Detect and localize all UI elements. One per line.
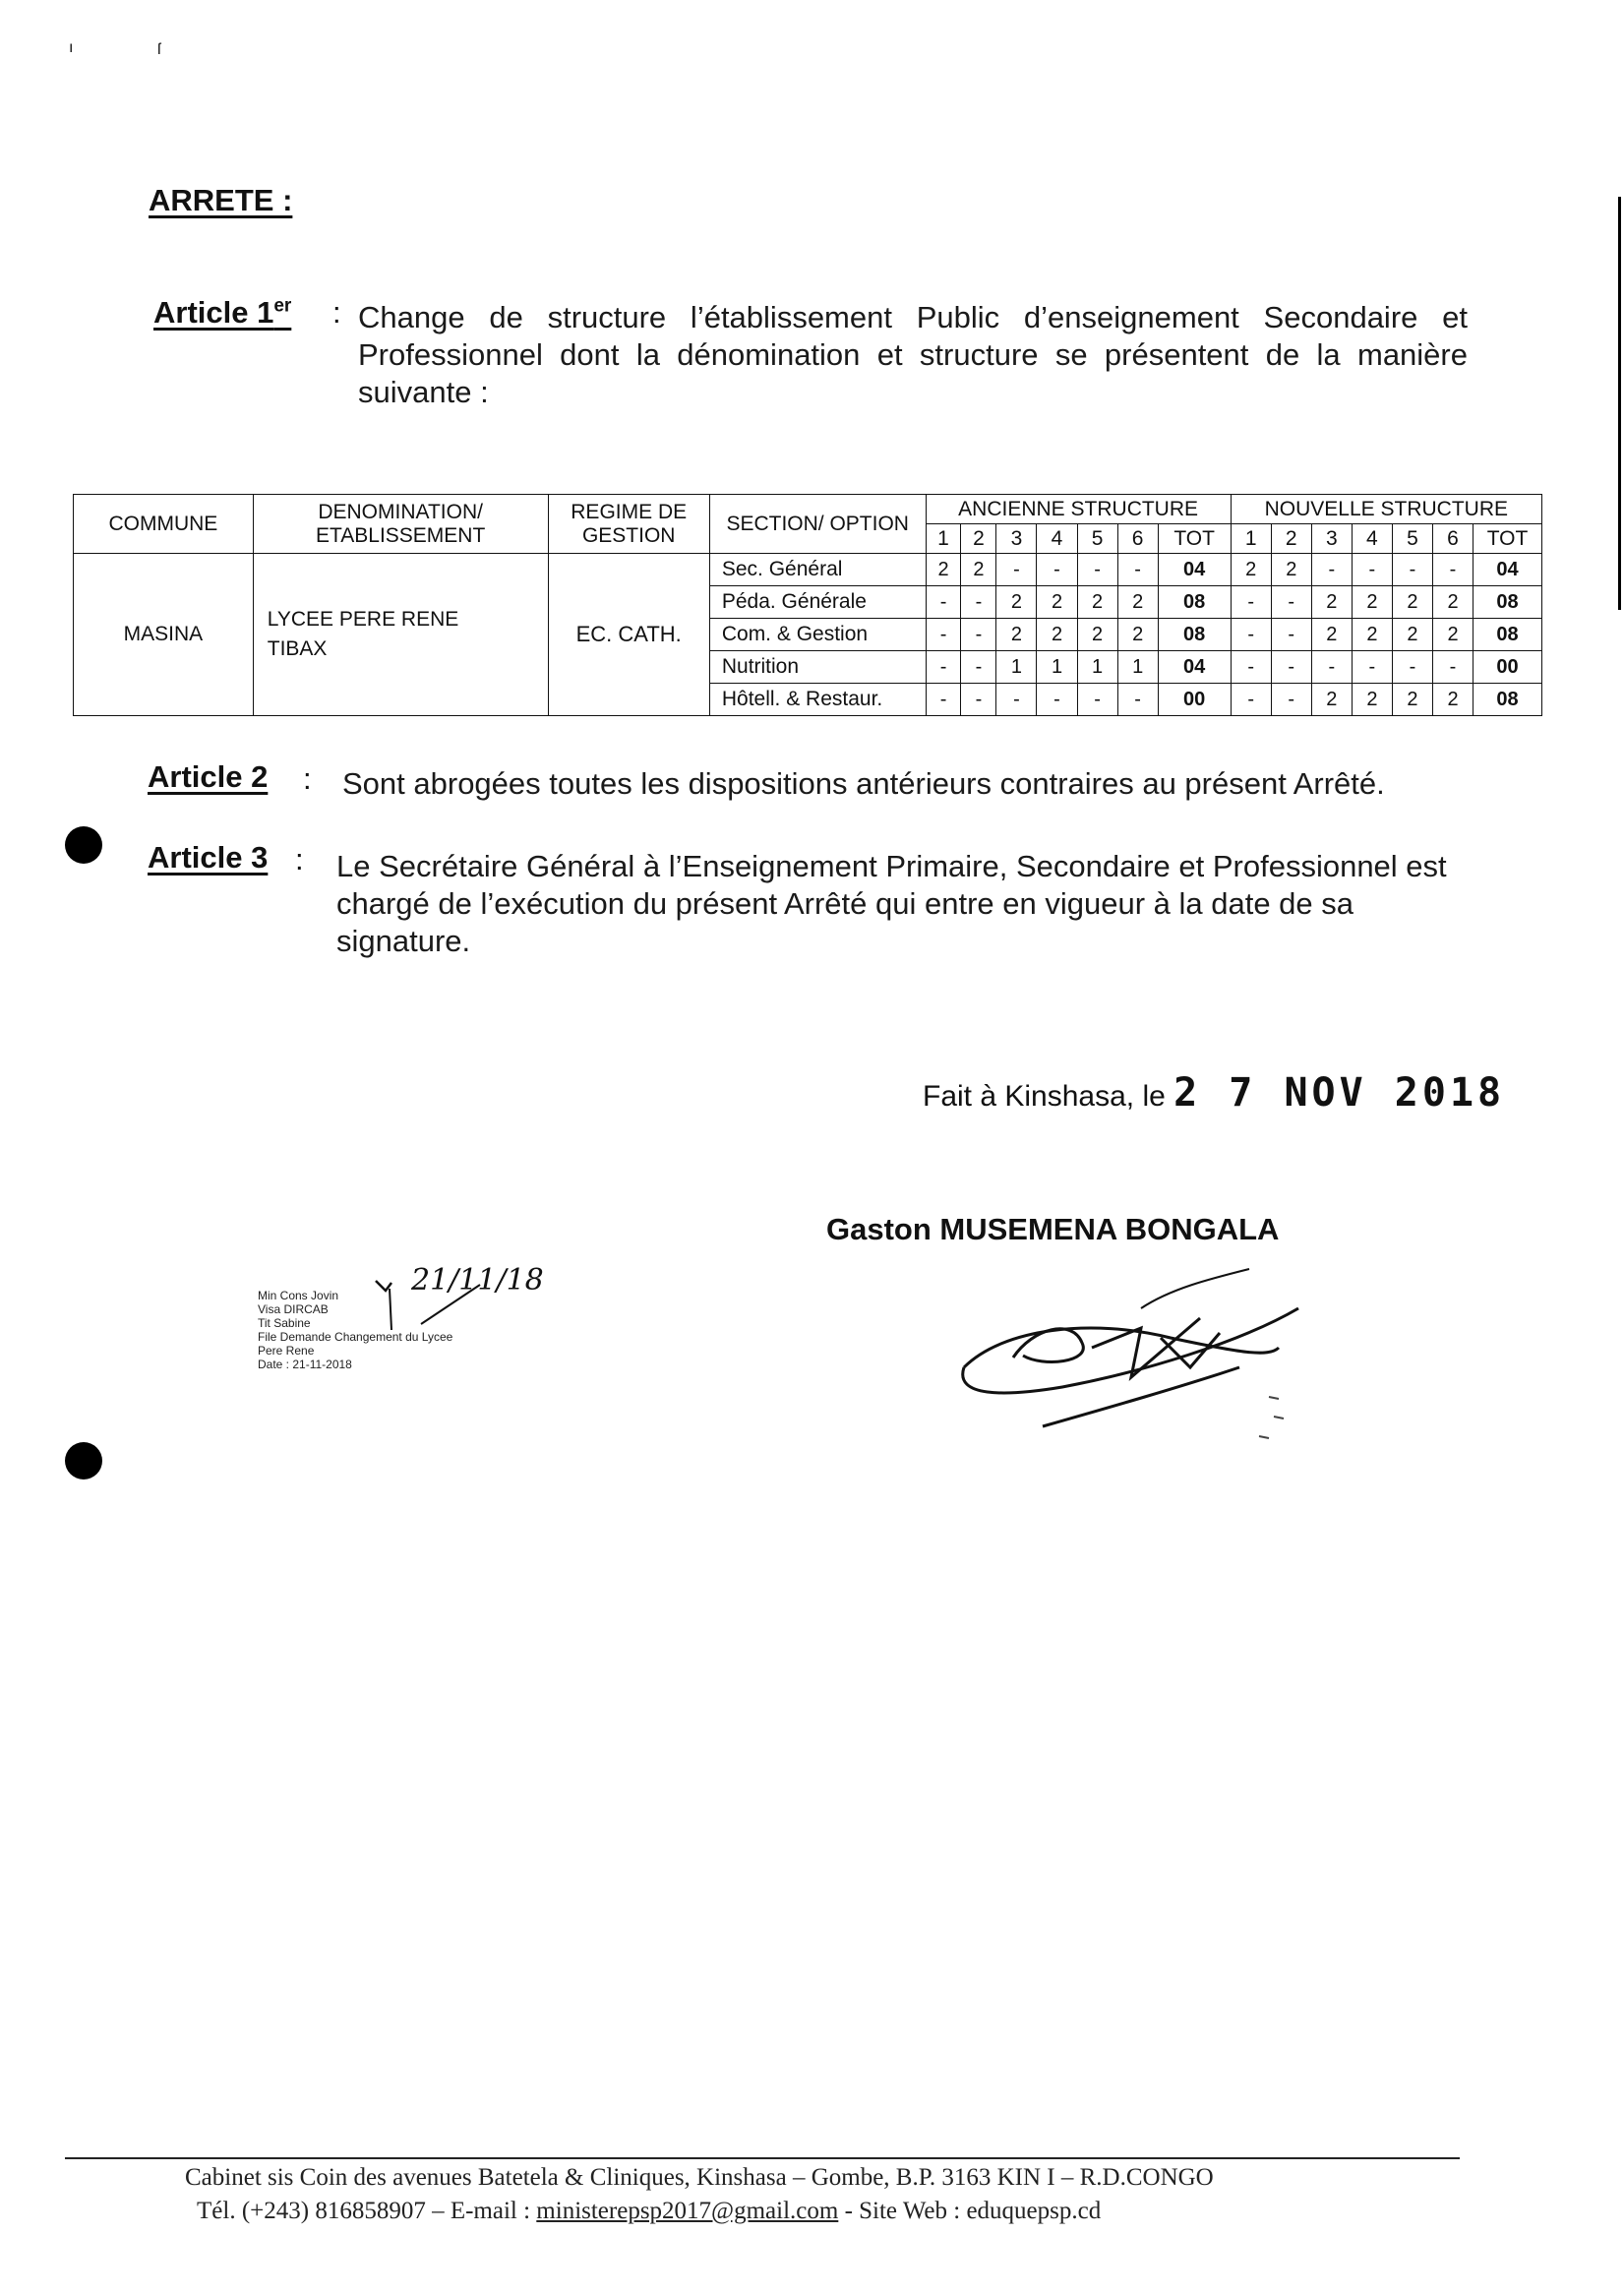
nouvelle-year-cell: - <box>1392 651 1432 684</box>
article-1-label-text: Article 1 <box>153 295 274 330</box>
note-line: Visa DIRCAB <box>258 1302 329 1316</box>
ancienne-year-cell: 2 <box>1077 586 1117 619</box>
ancienne-year-cell: - <box>926 684 961 716</box>
nouvelle-year-cell: 2 <box>1311 586 1352 619</box>
nouvelle-total-cell: 08 <box>1474 619 1542 651</box>
article-2-text: Sont abrogées toutes les dispositions antérieurs contraires au présent Arrêté. <box>342 766 1385 801</box>
signature-drawing <box>944 1249 1318 1466</box>
nouvelle-year-cell: - <box>1271 619 1311 651</box>
denomination-line: TIBAX <box>267 637 328 660</box>
signatory-name: Gaston MUSEMENA BONGALA <box>826 1212 1280 1246</box>
punch-hole <box>65 826 102 864</box>
structure-table <box>73 494 1542 716</box>
article-1-label <box>153 295 291 331</box>
article-2-colon: : <box>303 761 312 796</box>
ancienne-col-header: 2 <box>961 524 996 554</box>
note-line: Date : 21-11-2018 <box>258 1358 352 1371</box>
cell-option: Com. & Gestion <box>709 619 926 651</box>
article-1-superscript: er <box>273 295 292 317</box>
article-3-label: Article 3 <box>148 840 269 875</box>
ancienne-year-cell: 2 <box>1037 586 1077 619</box>
ancienne-year-cell: 2 <box>961 554 996 586</box>
ancienne-year-cell: - <box>926 651 961 684</box>
nouvelle-col-header: 6 <box>1432 524 1473 554</box>
ancienne-col-header: 4 <box>1037 524 1077 554</box>
article-2-label: Article 2 <box>148 759 269 794</box>
ancienne-year-cell: 1 <box>1117 651 1158 684</box>
cell-option: Hôtell. & Restaur. <box>709 684 926 716</box>
header-ancienne-structure: ANCIENNE STRUCTURE <box>926 495 1231 524</box>
ancienne-col-header: 5 <box>1077 524 1117 554</box>
nouvelle-year-cell: 2 <box>1392 586 1432 619</box>
nouvelle-year-cell: - <box>1311 554 1352 586</box>
ancienne-year-cell: 2 <box>996 586 1037 619</box>
handwritten-date: 21/11/18 <box>411 1263 544 1298</box>
cell-denomination <box>253 554 548 716</box>
ancienne-year-cell: - <box>926 619 961 651</box>
nouvelle-year-cell: - <box>1352 651 1392 684</box>
nouvelle-year-cell: 2 <box>1432 619 1473 651</box>
ancienne-total-cell: 04 <box>1158 554 1231 586</box>
heading-arrete: ARRETE : <box>149 183 293 217</box>
nouvelle-total-cell: 04 <box>1474 554 1542 586</box>
footer-rule <box>65 2157 1460 2159</box>
nouvelle-total-cell: 00 <box>1474 651 1542 684</box>
ancienne-col-header: 6 <box>1117 524 1158 554</box>
nouvelle-year-cell: 2 <box>1271 554 1311 586</box>
nouvelle-year-cell: 2 <box>1432 684 1473 716</box>
denomination-line: LYCEE PERE RENE <box>267 608 459 631</box>
ancienne-col-header: 1 <box>926 524 961 554</box>
ancienne-year-cell: - <box>1077 684 1117 716</box>
nouvelle-col-header: 5 <box>1392 524 1432 554</box>
date-stamp: 2 7 NOV 2018 <box>1173 1070 1506 1116</box>
header-commune: COMMUNE <box>74 495 254 554</box>
header-section: SECTION/ OPTION <box>709 495 926 554</box>
nouvelle-year-cell: 2 <box>1311 684 1352 716</box>
article-1-text: Change de structure l’établissement Public d’enseignement Secondaire et Professionnel dont la dénomination et structure se présentent de la manière suivante : <box>358 300 1468 409</box>
nouvelle-col-header: 4 <box>1352 524 1392 554</box>
footer-phone: Tél. (+243) 816858907 – E-mail : <box>197 2198 537 2224</box>
note-line: Pere Rene <box>258 1344 315 1358</box>
footer-email-link[interactable]: ministerepsp2017@gmail.com <box>536 2198 839 2224</box>
ancienne-total-cell: 04 <box>1158 651 1231 684</box>
cell-commune: MASINA <box>74 554 254 716</box>
ancienne-year-cell: - <box>961 619 996 651</box>
ancienne-year-cell: - <box>1037 684 1077 716</box>
nouvelle-year-cell: - <box>1231 651 1271 684</box>
nouvelle-year-cell: - <box>1432 651 1473 684</box>
ancienne-year-cell: - <box>926 586 961 619</box>
note-line: Min Cons Jovin <box>258 1289 339 1302</box>
nouvelle-year-cell: - <box>1231 684 1271 716</box>
nouvelle-col-header: 3 <box>1311 524 1352 554</box>
nouvelle-year-cell: - <box>1271 586 1311 619</box>
punch-hole <box>65 1442 102 1480</box>
ancienne-year-cell: - <box>961 684 996 716</box>
ancienne-year-cell: 1 <box>1077 651 1117 684</box>
nouvelle-year-cell: 2 <box>1311 619 1352 651</box>
nouvelle-year-cell: - <box>1231 619 1271 651</box>
header-denomination: DENOMINATION/ ETABLISSEMENT <box>253 495 548 554</box>
cell-option: Péda. Générale <box>709 586 926 619</box>
nouvelle-total-cell: 08 <box>1474 684 1542 716</box>
nouvelle-year-cell: 2 <box>1352 619 1392 651</box>
nouvelle-year-cell: - <box>1352 554 1392 586</box>
nouvelle-year-cell: 2 <box>1432 586 1473 619</box>
ancienne-year-cell: - <box>961 651 996 684</box>
ancienne-year-cell: - <box>996 554 1037 586</box>
ancienne-year-cell: 2 <box>996 619 1037 651</box>
header-regime: REGIME DE GESTION <box>548 495 709 554</box>
scan-mark: ſ <box>157 41 161 58</box>
ancienne-year-cell: 2 <box>1117 586 1158 619</box>
ancienne-year-cell: - <box>1077 554 1117 586</box>
nouvelle-year-cell: - <box>1271 684 1311 716</box>
article-3-colon: : <box>295 842 304 876</box>
nouvelle-year-cell: - <box>1231 586 1271 619</box>
article-1-colon: : <box>332 295 341 330</box>
nouvelle-year-cell: - <box>1392 554 1432 586</box>
ancienne-col-header: TOT <box>1158 524 1231 554</box>
nouvelle-year-cell: - <box>1271 651 1311 684</box>
ancienne-total-cell: 00 <box>1158 684 1231 716</box>
date-prefix: Fait à Kinshasa, le <box>923 1080 1166 1113</box>
ancienne-year-cell: - <box>1117 554 1158 586</box>
nouvelle-year-cell: 2 <box>1392 619 1432 651</box>
scan-mark: ı <box>69 39 74 56</box>
nouvelle-col-header: 2 <box>1271 524 1311 554</box>
nouvelle-year-cell: 2 <box>1392 684 1432 716</box>
ancienne-year-cell: 2 <box>1077 619 1117 651</box>
ancienne-year-cell: - <box>1117 684 1158 716</box>
nouvelle-year-cell: 2 <box>1231 554 1271 586</box>
note-line: Tit Sabine <box>258 1316 311 1330</box>
nouvelle-total-cell: 08 <box>1474 586 1542 619</box>
cell-option: Nutrition <box>709 651 926 684</box>
footer-website: - Site Web : eduquepsp.cd <box>838 2198 1102 2224</box>
ancienne-col-header: 3 <box>996 524 1037 554</box>
ancienne-year-cell: 1 <box>1037 651 1077 684</box>
ancienne-year-cell: - <box>996 684 1037 716</box>
table-row <box>74 554 1542 586</box>
nouvelle-year-cell: - <box>1311 651 1352 684</box>
nouvelle-col-header: TOT <box>1474 524 1542 554</box>
footer-contact <box>197 2198 1101 2225</box>
nouvelle-year-cell: 2 <box>1352 684 1392 716</box>
ancienne-total-cell: 08 <box>1158 586 1231 619</box>
cell-regime: EC. CATH. <box>548 554 709 716</box>
ancienne-year-cell: 2 <box>1037 619 1077 651</box>
cell-option: Sec. Général <box>709 554 926 586</box>
note-line: File Demande Changement du Lycee <box>258 1330 453 1344</box>
nouvelle-year-cell: 2 <box>1352 586 1392 619</box>
footer-address: Cabinet sis Coin des avenues Batetela & Cliniques, Kinshasa – Gombe, B.P. 3163 KIN I – R.D.CONGO <box>185 2164 1214 2191</box>
ancienne-year-cell: 2 <box>1117 619 1158 651</box>
page-edge-line <box>1618 197 1621 610</box>
date-line <box>923 1070 1505 1116</box>
ancienne-year-cell: 2 <box>926 554 961 586</box>
ancienne-year-cell: - <box>1037 554 1077 586</box>
nouvelle-col-header: 1 <box>1231 524 1271 554</box>
ancienne-year-cell: 1 <box>996 651 1037 684</box>
ancienne-year-cell: - <box>961 586 996 619</box>
header-nouvelle-structure: NOUVELLE STRUCTURE <box>1231 495 1541 524</box>
nouvelle-year-cell: - <box>1432 554 1473 586</box>
article-3-text: Le Secrétaire Général à l’Enseignement Primaire, Secondaire et Professionnel est chargé de l’exécution du présent Arrêté qui entre en vigueur à la date de sa signature. <box>336 849 1447 958</box>
ancienne-total-cell: 08 <box>1158 619 1231 651</box>
